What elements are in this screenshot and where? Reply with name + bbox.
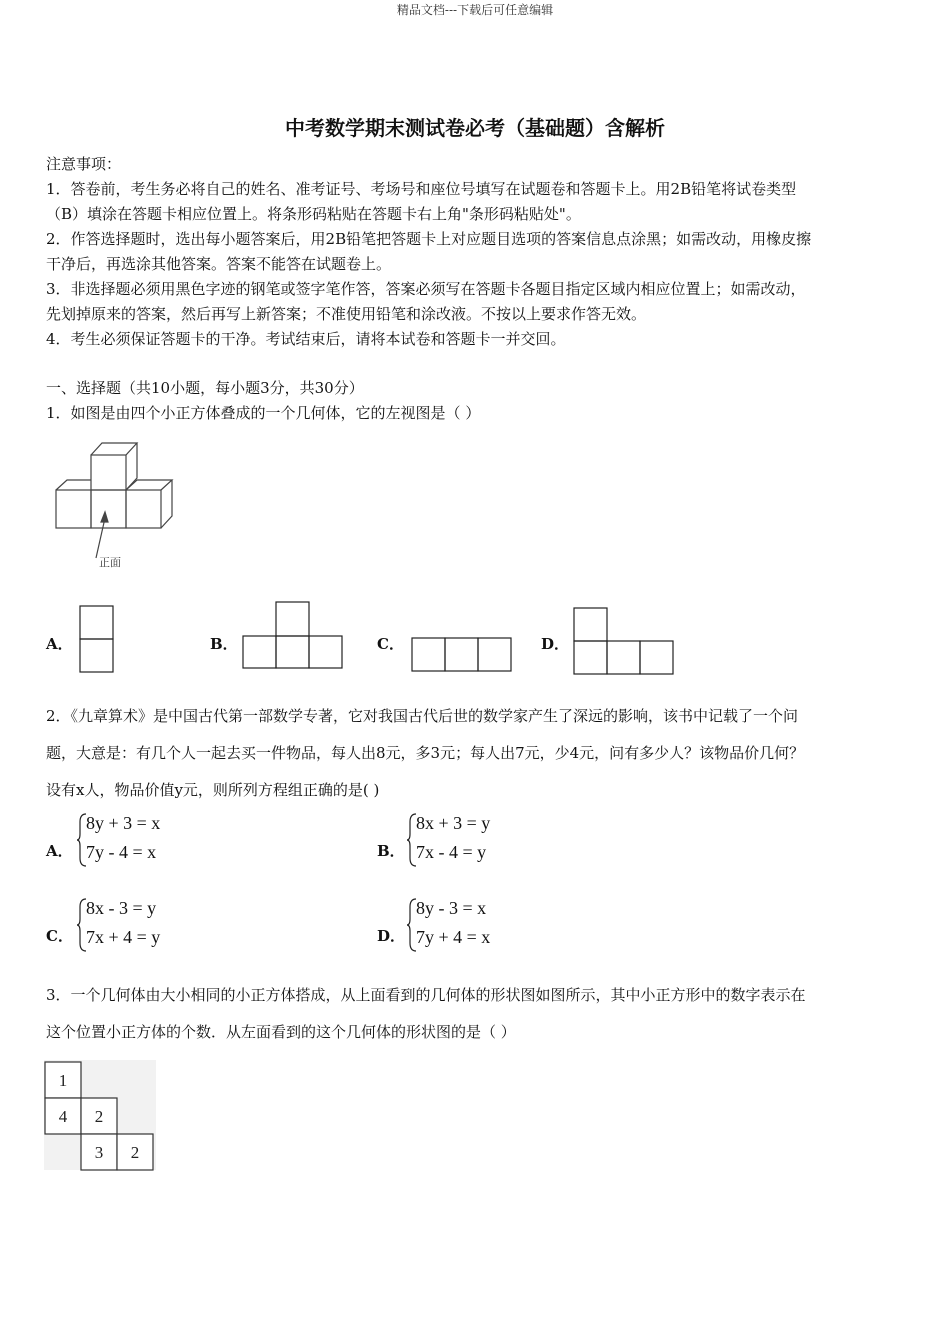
notice-heading: 注意事项：: [46, 155, 122, 173]
question-1-stem: 1．如图是由四个小正方体叠成的一个几何体，它的左视图是（ ）: [46, 404, 481, 422]
grid-number: 2: [94, 1107, 104, 1126]
page-title: 中考数学期末测试卷必考（基础题）含解析: [285, 116, 665, 140]
grid-number: 3: [94, 1143, 104, 1162]
q2-option-a-eq2: 7y - 4 = x: [86, 842, 157, 862]
notice-line: 3．非选择题必须用黑色字迹的钢笔或签字笔作答，答案必须写在答题卡各题目指定区域内相应位置上；如需改动，: [46, 280, 806, 298]
notice-line: 4．考生必须保证答题卡的干净。考试结束后，请将本试卷和答题卡一并交回。: [46, 330, 566, 348]
front-label: 正面: [99, 556, 121, 569]
q2-option-b-label: B．: [377, 842, 405, 860]
q1-option-a-figure[interactable]: [78, 604, 118, 674]
q2-option-a-label: A．: [46, 842, 73, 860]
q2-option-c-eq1: 8x - 3 = y: [86, 898, 157, 918]
question-2-line: 题，大意是：有几个人一起去买一件物品，每人出8元，多3元；每人出7元，少4元，问有多少人？该物品价几何？: [46, 744, 805, 762]
q2-option-a-eq1: 8y + 3 = x: [86, 813, 161, 833]
q2-option-c-eq2: 7x + 4 = y: [86, 927, 161, 947]
question-3-line: 3．一个几何体由大小相同的小正方体搭成，从上面看到的几何体的形状图如图所示，其中小正方形中的数字表示在: [46, 986, 806, 1004]
notice-line: （B）填涂在答题卡相应位置上。将条形码粘贴在答题卡右上角"条形码粘贴处"。: [46, 205, 581, 223]
notice-line: 干净后，再选涂其他答案。答案不能答在试题卷上。: [46, 255, 392, 273]
q1-option-d-figure[interactable]: [572, 606, 678, 678]
q1-option-d-label: D．: [541, 635, 570, 653]
q2-option-d-label: D．: [377, 927, 406, 945]
grid-number: 1: [58, 1071, 68, 1090]
grid-number: 4: [58, 1107, 68, 1126]
section-heading: 一、选择题（共10小题，每小题3分，共30分）: [46, 379, 364, 397]
q1-option-b-label: B．: [210, 635, 238, 653]
q1-option-c-figure[interactable]: [410, 636, 516, 674]
page-header: 精品文档---下载后可任意编辑: [396, 3, 554, 17]
grid-number: 2: [130, 1143, 140, 1162]
question-2-line: 2．《九章算术》是中国古代第一部数学专著，它对我国古代后世的数学家产生了深远的影响，该书中记载了一个问: [46, 707, 799, 725]
q1-option-b-figure[interactable]: [241, 600, 347, 672]
q2-option-b-eq2: 7x - 4 = y: [416, 842, 487, 862]
q1-option-a-label: A．: [46, 635, 73, 653]
q2-option-c-label: C．: [46, 927, 73, 945]
question-3-line: 这个位置小正方体的个数．从左面看到的这个几何体的形状图的是（ ）: [46, 1023, 516, 1041]
q2-option-d-eq2: 7y + 4 = x: [416, 927, 491, 947]
q3-top-view-grid: [44, 1060, 160, 1172]
q1-solid-figure: [50, 440, 190, 580]
notice-line: 先划掉原来的答案，然后再写上新答案；不准使用铅笔和涂改液。不按以上要求作答无效。: [46, 305, 647, 323]
question-2-line: 设有x人，物品价值y元，则所列方程组正确的是( ): [46, 781, 380, 799]
q1-option-c-label: C．: [377, 635, 404, 653]
q2-option-b-eq1: 8x + 3 = y: [416, 813, 491, 833]
notice-line: 1．答卷前，考生务必将自己的姓名、准考证号、考场号和座位号填写在试题卷和答题卡上。用2B铅笔将试卷类型: [46, 180, 797, 198]
q2-option-d-eq1: 8y - 3 = x: [416, 898, 487, 918]
notice-line: 2．作答选择题时，选出每小题答案后，用2B铅笔把答题卡上对应题目选项的答案信息点涂黑；如需改动，用橡皮擦: [46, 230, 812, 248]
